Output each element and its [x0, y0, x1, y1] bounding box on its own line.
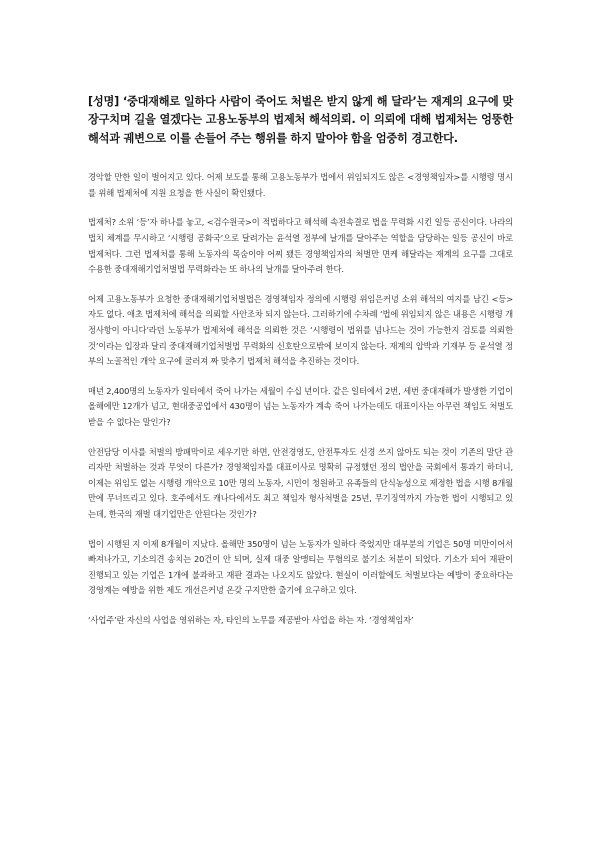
- paragraph-7: ‘사업주’란 자신의 사업을 영위하는 자, 타인의 노무를 제공받아 사업을 하는 자. ‘경영책임자’: [88, 614, 414, 625]
- statement-document: [88, 93, 513, 642]
- paragraph-3: 어제 고용노동부가 요청한 중대재해기업처벌법은 경영책임자 정의에 시행령 위임은커녕 소위 해석의 여지를 남긴 <등> 자도 없다. 애초 법제처에 해석을 의뢰할 사안조차 되지 않는다. 그러하기에 수차례 ‘법에 위임되지 않은 내용은 시행령 개정사항이 아니다’라던 노동부가 법제처에 해석을 의뢰한 것은 ‘시행령이 법위를 넘나드는 것이 가능한지 검토를 의뢰한 것’이라는 입장과 달리 중대재해기업처벌법 무력화의 신호탄으로밖에 보이지 않는다. 재계의 압박과 기재부 등 윤석열 정부의 노골적인 개악 요구에 굴러져 짜 맞추기 법제처 해석을 추진하는 것이다.: [88, 293, 513, 367]
- paragraph-2: 법제처? 소위 ‘등’자 하나를 놓고, <검수원국>이 적법하다고 해석해 속전속결로 법을 무력화 시킨 일등 공신이다. 나라의 법치 체계를 무시하고 ‘시행령 공화국’으로 달려가는 윤석열 정부에 날개를 달아주는 역할을 담당하는 일등 공신이 바로 법제처다. 그런 법제처를 통해 노동자의 목숨이야 어찌 됐든 경영책임자의 처벌만 면케 해달라는 재계의 요구를 그대로 수용한 중대재해기업처벌법 무력화라는 또 하나의 날개를 달아주려 한다.: [88, 217, 513, 275]
- paragraph-6: 법이 시행된 지 이제 8개월이 지났다. 올해만 350명이 넘는 노동자가 일하다 죽었지만 대부분의 기업은 50명 미만이어서 빠져나가고, 기소의견 송치는 20건이 안 되며, 실제 대중 알맹티는 무혐의로 불기소 처분이 되었다. 기소가 되어 재판이 진행되고 있는 기업은 1개에 불과하고 재판 결과는 나오지도 않았다. 현실이 이러할에도 처벌보다는 예방이 중요하다는 경영계는 예방을 위한 제도 개선은커녕 온갖 구지만한 출기에 요구하고 있다.: [88, 538, 513, 596]
- paragraph-5: 안전담당 이사를 처벌의 방패막이로 세우기만 하면, 안전경영도, 안전투자도 신경 쓰지 않아도 되는 것이 기존의 말단 관리자만 처벌하는 것과 무엇이 다른가? 경영책임자를 대표이사로 명확히 규정했던 정의 법안을 국회에서 통과기 하더니, 이제는 위임도 없는 시행령 개악으로 10만 명의 노동자, 시민이 청원하고 유족들의 단식농성으로 제정한 법을 시행 8개월 만에 무너뜨리고 있다. 호주에서도 캐나다에서도 최고 책임자 형사처벌을 25년, 무기징역까지 가능한 법이 시행되고 있는데, 한국의 재벌 대기업만은 안된다는 것인가?: [88, 446, 513, 519]
- statement-headline: [성명] ‘중대재해로 일하다 사람이 죽어도 처벌은 받지 않게 해 달라’는 재계의 요구에 맞장구치며 길을 열겠다는 고용노동부의 법제처 해석의뢰. 이 의뢰에 대해 법제처는 엉뚱한 해석과 궤변으로 이를 손들어 주는 행위를 하지 말아야 함을 엄중히 경고한다.: [88, 95, 513, 145]
- paragraph-4: 매년 2,400명의 노동자가 일터에서 죽어 나가는 세월이 수십 년이다. 같은 일터에서 2번, 세번 중대재해가 발생한 기업이 올해에만 12개가 넘고, 현대중공업에서 430명이 넘는 노동자가 계속 죽어 나가는데도 대표이사는 아무런 책임도 처벌도 받을 수 없다는 말인가?: [88, 385, 513, 427]
- paragraph-1: 경악할 만한 일이 벌어지고 있다. 어제 보도를 통해 고용노동부가 법에서 위임되지도 않은 <경영책임자>를 시행령 명시를 위해 법제처에 지원 요청을 한 사실이 확인됐다.: [88, 172, 513, 198]
